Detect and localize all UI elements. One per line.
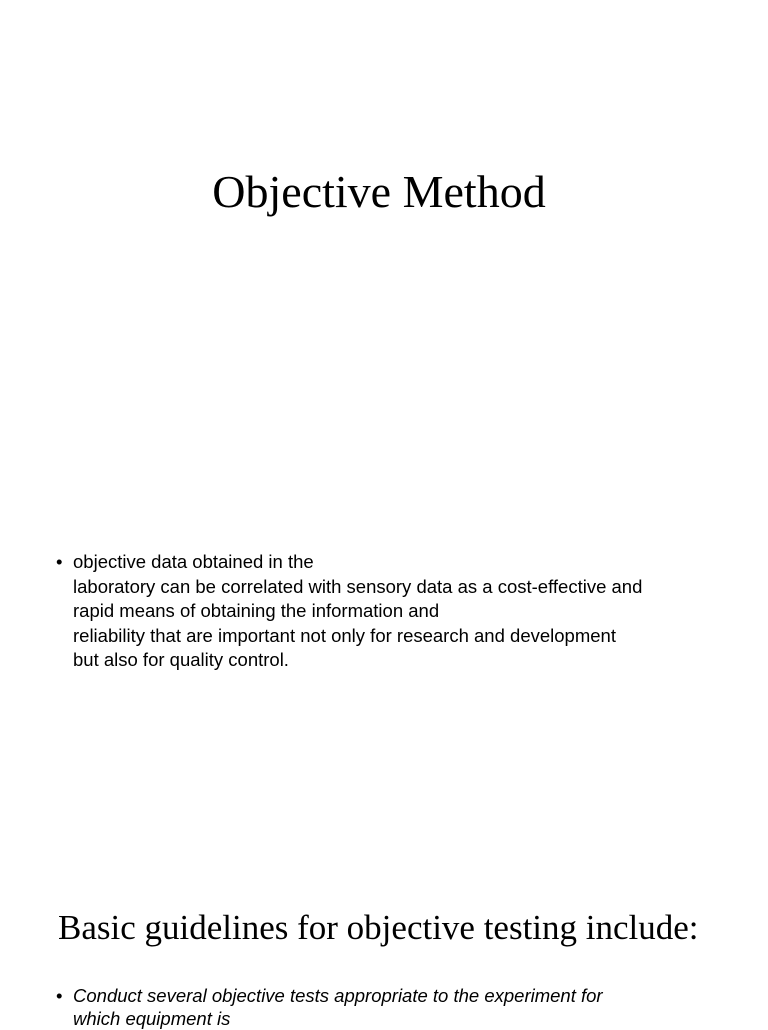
bullet-line: reliability that are important not only for research and development — [73, 624, 616, 646]
bullet-line: objective data obtained in the — [73, 551, 314, 572]
slide-title: Basic guidelines for objective testing include: — [58, 908, 699, 947]
bullet-item — [56, 984, 736, 1030]
bullet-line: which equipment is — [73, 1008, 231, 1029]
bullet-list — [56, 984, 736, 1030]
slide-2 — [0, 864, 768, 1029]
bullet-line: laboratory can be correlated with sensory data as a cost-effective and — [73, 575, 643, 597]
bullet-line: Conduct several objective tests appropriate to the experiment for — [73, 985, 603, 1006]
bullet-point-icon: • — [56, 551, 63, 572]
bullet-line: rapid means of obtaining the information and — [73, 600, 440, 621]
bullet-item — [56, 550, 736, 673]
bullet-line: but also for quality control. — [73, 649, 289, 670]
bullet-list — [56, 550, 736, 673]
slide-title: Objective Method — [212, 166, 546, 217]
bullet-point-icon: • — [56, 985, 63, 1006]
